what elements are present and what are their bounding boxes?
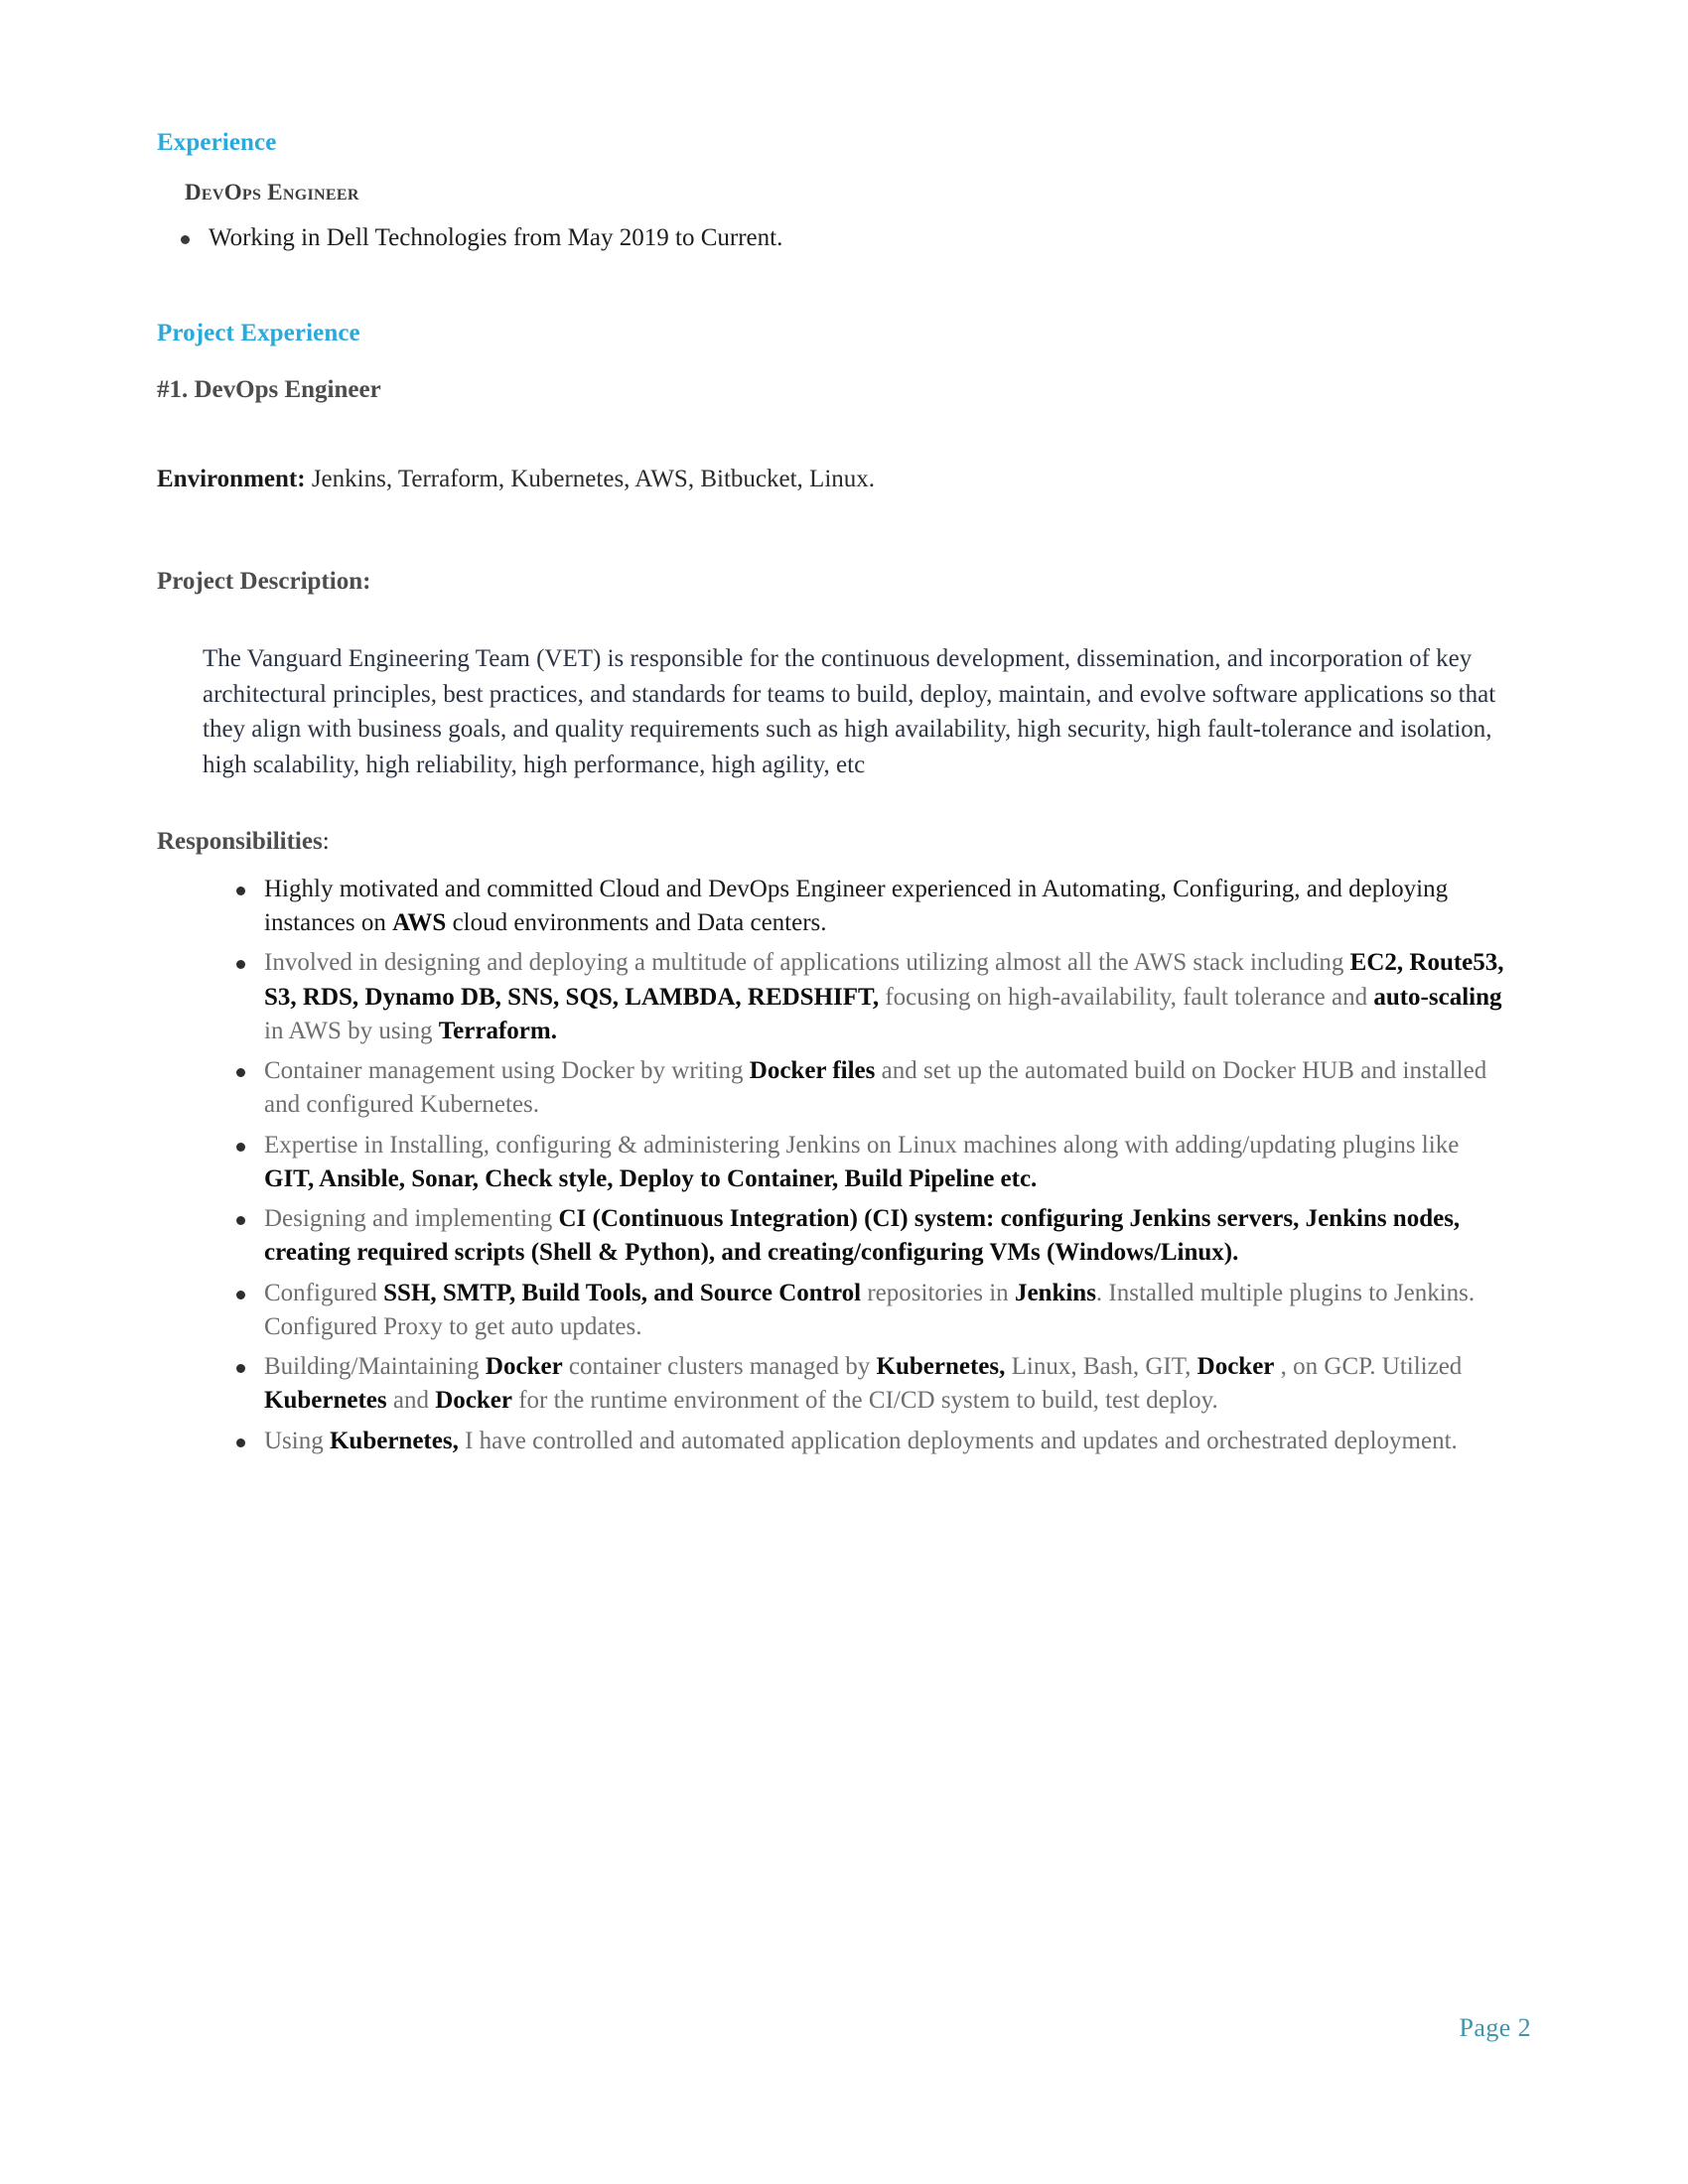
responsibilities-list [212,873,1507,1458]
body-text: , on GCP. Utilized [1274,1353,1463,1380]
emphasis-text: EC2, Route53, S3, RDS, Dynamo DB, SNS, SQS, LAMBDA, REDSHIFT, [264,949,1504,1011]
emphasis-text: Jenkins [1014,1279,1096,1306]
emphasis-text: AWS [392,909,447,936]
list-item [212,946,1507,1048]
responsibilities-label: Responsibilities [157,828,323,856]
body-text: in AWS by using [264,1017,439,1044]
body-text: Container management using Docker by writing [264,1057,750,1084]
responsibilities-heading [157,826,1507,859]
body-text: container clusters managed by [562,1353,877,1380]
page-content [157,127,1507,1464]
body-text: Configured [264,1279,384,1306]
spacer [157,782,1507,826]
body-text: Involved in designing and deploying a multitude of applications utilizing almost all the AWS stack including [264,949,1350,977]
body-text: Expertise in Installing, configuring & administering Jenkins on Linux machines along with adding/updating plugins like [264,1131,1460,1159]
body-text: I have controlled and automated application deployments and updates and orchestrated deployment. [458,1427,1458,1454]
emphasis-text: Docker [435,1387,512,1415]
section-heading-experience: Experience [157,129,277,156]
body-text: Linux, Bash, GIT, [1005,1353,1197,1380]
body-text: focusing on high-availability, fault tolerance and [879,983,1374,1011]
list-item: Working in Dell Technologies from May 2019 to Current. [157,221,1507,255]
environment-label: Environment: [157,466,306,493]
emphasis-text: Docker [1196,1353,1275,1380]
body-text: and set up the automated build on Docker HUB and installed and configured Kubernetes. [264,1057,1487,1119]
body-text: . Installed multiple plugins to Jenkins. Configured Proxy to get auto updates. [264,1279,1476,1340]
list-item [212,1202,1507,1271]
emphasis-text: CI (Continuous Integration) (CI) system: configuring Jenkins servers, Jenkins nodes, creating required scripts (Shell & Python), and creating/configuring VMs (Windows/Linux). [264,1205,1461,1267]
list-item [212,1350,1507,1419]
project-description-text: The Vanguard Engineering Team (VET) is responsible for the continuous development, dissemination, and incorporation of key architectural principles, best practices, and standards for teams to build, deploy, maintain, and evolve software applications so that they align with business goals, and quality requirements such as high availability, high security, high fault-tolerance and isolation, high scalability, high reliability, high performance, high agility, etc [203,645,1496,778]
emphasis-text: Kubernetes, [876,1353,1006,1380]
list-item [212,1129,1507,1197]
job-title-devops-engineer: DevOps Engineer [185,180,359,205]
spacer [157,598,1507,641]
emphasis-text: Kubernetes, [329,1427,459,1454]
spacer [157,406,1507,464]
emphasis-text: GIT, Ansible, Sonar, Check style, Deploy to Container, Build Pipeline etc. [264,1164,1038,1192]
list-item [212,873,1507,941]
list-item [212,1425,1507,1458]
body-text: Highly motivated and committed Cloud and DevOps Engineer experienced in Automating, Configuring, and deploying instances on [264,875,1449,936]
body-text: cloud environments and Data centers. [446,909,827,936]
list-item [212,1277,1507,1345]
section-heading-project-experience: Project Experience [157,319,360,346]
body-text: Building/Maintaining [264,1353,486,1380]
emphasis-text: Docker [485,1353,563,1380]
environment-value: Jenkins, Terraform, Kubernetes, AWS, Bitbucket, Linux. [311,466,876,493]
project-description-label: Project Description: [157,567,371,595]
spacer [157,496,1507,566]
list-item [212,1054,1507,1123]
body-text: and [386,1387,436,1415]
responsibilities-colon: : [322,828,330,856]
emphasis-text: Docker files [749,1057,876,1084]
emphasis-text: Kubernetes [264,1387,387,1415]
body-text: for the runtime environment of the CI/CD system to build, test deploy. [511,1387,1218,1415]
environment-line [157,464,1507,496]
emphasis-text: auto-scaling [1373,983,1502,1011]
body-text: Using [264,1427,330,1454]
body-text: repositories in [861,1279,1015,1306]
emphasis-text: Terraform. [438,1017,557,1044]
emphasis-text: SSH, SMTP, Build Tools, and Source Control [383,1279,862,1306]
body-text: Designing and implementing [264,1205,559,1232]
page-number: Page 2 [1459,2013,1531,2042]
experience-bullet-list [157,221,1507,255]
project-number-title: #1. DevOps Engineer [157,375,381,403]
